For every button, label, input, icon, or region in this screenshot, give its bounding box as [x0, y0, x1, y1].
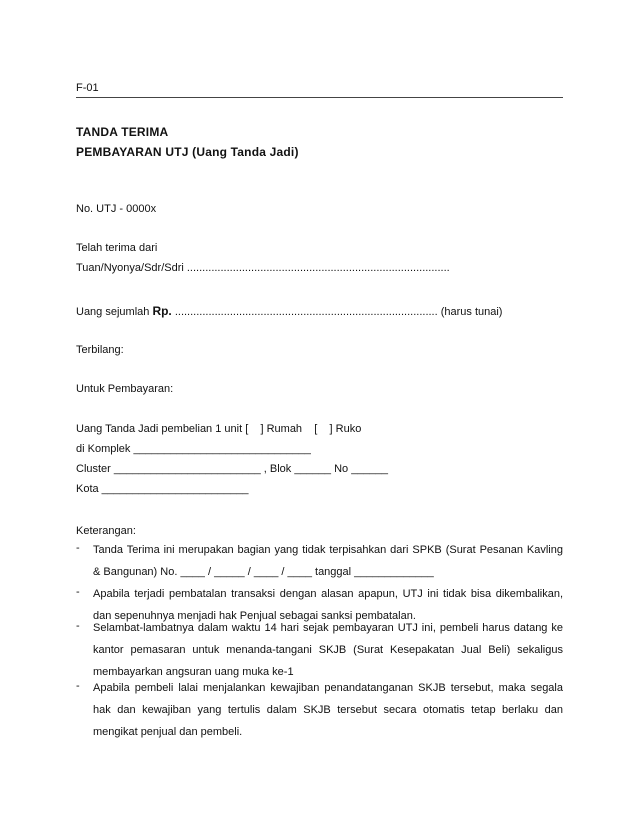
currency-label: Rp.	[152, 304, 172, 318]
note-item	[76, 677, 563, 743]
purchase-line: Uang Tanda Jadi pembelian 1 unit [ ] Rumah [ ] Ruko	[76, 423, 362, 435]
note-bullet: -	[76, 586, 80, 598]
note-item	[76, 617, 563, 683]
in-words-label: Terbilang:	[76, 344, 124, 356]
amount-prefix: Uang sejumlah	[76, 306, 153, 318]
document-title: TANDA TERIMA	[76, 125, 169, 139]
note-item	[76, 539, 563, 583]
notes-title: Keterangan:	[76, 525, 136, 537]
document-subtitle: PEMBAYARAN UTJ (Uang Tanda Jadi)	[76, 145, 299, 159]
header-divider	[76, 97, 563, 98]
amount-suffix: ...................................................................................... (harus tunai)	[171, 306, 503, 318]
note-bullet: -	[76, 620, 80, 632]
note-text: Apabila terjadi pembatalan transaksi dengan alasan apapun, UTJ ini tidak bisa dikembalikan, dan sepenuhnya menjadi hak Penjual sebagai sanksi pembatalan.	[93, 588, 563, 622]
received-from-label: Telah terima dari	[76, 242, 158, 254]
payer-line: Tuan/Nyonya/Sdr/Sdri ......................................................................................	[76, 262, 450, 274]
note-text: Selambat-lambatnya dalam waktu 14 hari sejak pembayaran UTJ ini, pembeli harus datang ke kantor pemasaran untuk menanda-tangani SKJB (Surat Kesepakatan Jual Beli) sekaligus membayarkan angsuran uang muka ke-1	[93, 622, 563, 678]
note-text: Apabila pembeli lalai menjalankan kewajiban penandatanganan SKJB tersebut, maka segala hak dan kewajiban yang tertulis dalam SKJB tersebut secara otomatis tetap berlaku dan mengikat penjual dan pembeli.	[93, 682, 563, 738]
receipt-number: No. UTJ - 0000x	[76, 203, 157, 215]
purpose-label: Untuk Pembayaran:	[76, 383, 174, 395]
note-bullet: -	[76, 680, 80, 692]
note-text: Tanda Terima ini merupakan bagian yang tidak terpisahkan dari SPKB (Surat Pesanan Kavling & Bangunan) No. ____ / _____ / ____ / ____ tanggal _____________	[93, 544, 563, 578]
form-code: F-01	[76, 82, 99, 94]
complex-line: di Komplek _____________________________	[76, 443, 311, 455]
note-bullet: -	[76, 542, 80, 554]
city-line: Kota ________________________	[76, 483, 249, 495]
amount-line	[76, 304, 502, 318]
cluster-line: Cluster ________________________ , Blok ______ No ______	[76, 463, 388, 475]
